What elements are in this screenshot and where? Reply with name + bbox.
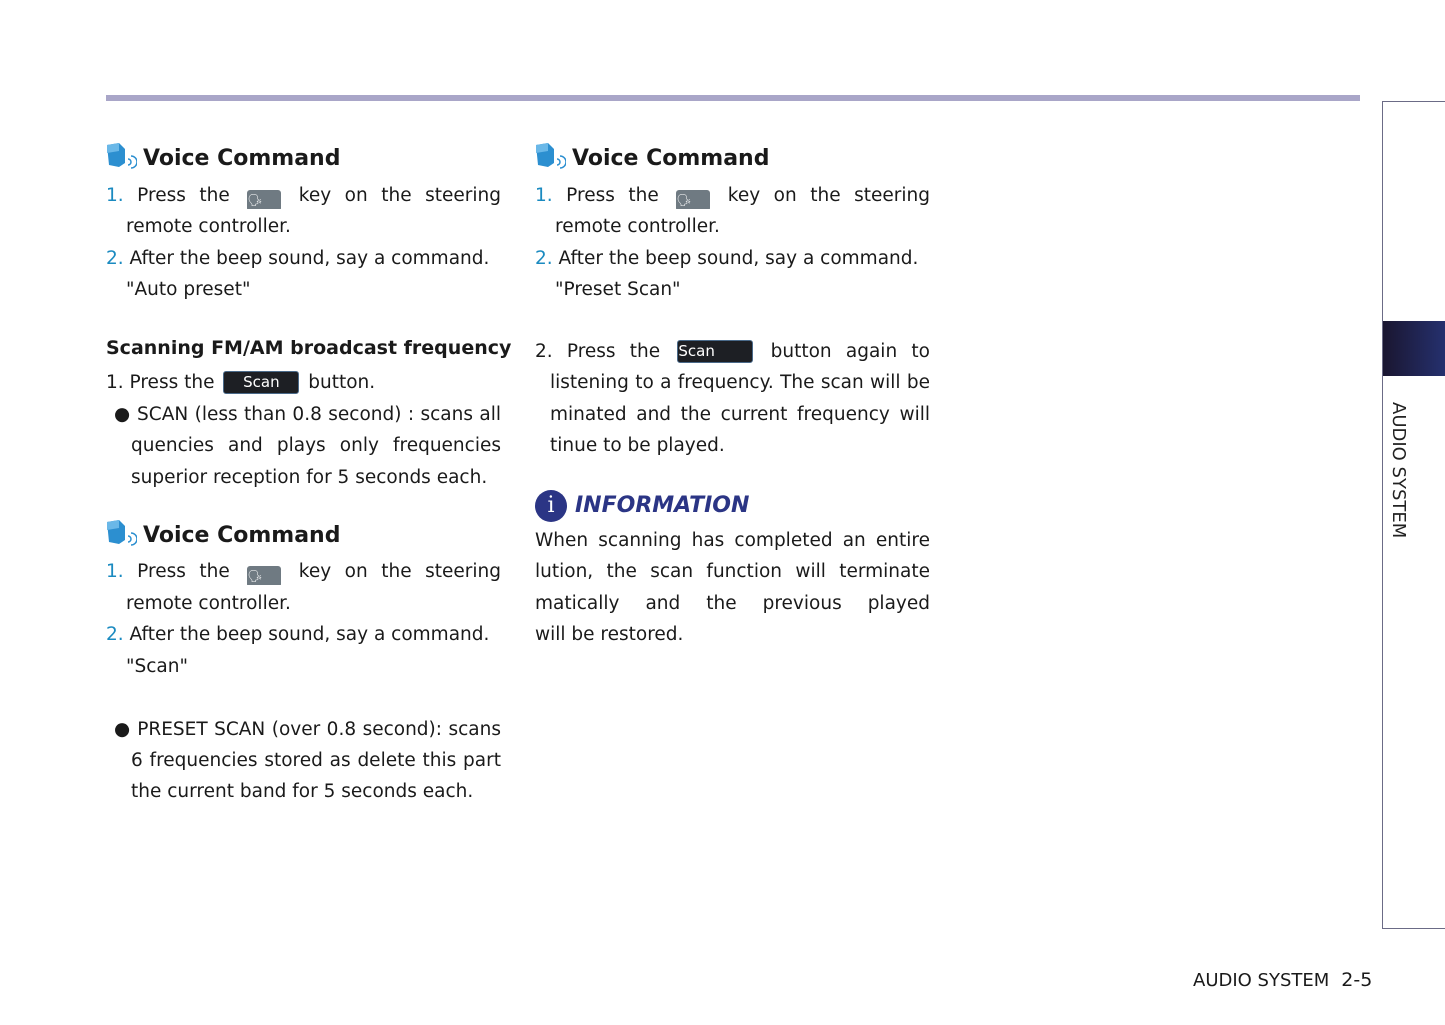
subheading: Scanning FM/AM broadcast frequency <box>106 337 512 359</box>
bullet-preset-scan: ● PRESET SCAN (over 0.8 second): scans <box>114 719 501 740</box>
command-text: "Auto preset" <box>126 279 251 300</box>
scan-step-2-cont: minated and the current frequency will <box>550 404 930 425</box>
voice-command-icon <box>534 141 566 173</box>
step-2: 2. After the beep sound, say a command. <box>106 248 490 269</box>
step-1-cont: remote controller. <box>555 216 720 237</box>
info-text: matically and the previous played <box>535 593 930 614</box>
step-2: 2. After the beep sound, say a command. <box>106 624 490 645</box>
info-text: will be restored. <box>535 624 684 645</box>
section-title: Voice Command <box>143 146 341 171</box>
voice-command-icon <box>105 141 137 173</box>
step-1-cont: remote controller. <box>126 216 291 237</box>
step-1: 1. Press the 🗣 key on the steering <box>106 559 501 585</box>
scan-button-image: Scan <box>677 340 753 363</box>
footer-section: AUDIO SYSTEM <box>1193 970 1330 991</box>
section-title: Voice Command <box>572 146 770 171</box>
page-footer <box>1193 969 1372 991</box>
info-text: lution, the scan function will terminate <box>535 561 930 582</box>
command-text: "Preset Scan" <box>555 279 681 300</box>
scan-step-1: 1. Press the Scan button. <box>106 372 376 393</box>
voice-key-icon: 🗣 <box>247 190 281 209</box>
bullet-preset-scan-cont: the current band for 5 seconds each. <box>131 781 474 802</box>
bullet-scan-cont: quencies and plays only frequencies <box>131 435 501 456</box>
info-title: INFORMATION <box>575 493 750 518</box>
side-tab-label: AUDIO SYSTEM <box>1388 402 1409 539</box>
page-number: 2-5 <box>1341 969 1373 991</box>
step-1-cont: remote controller. <box>126 593 291 614</box>
scan-button-image: Scan <box>223 371 299 394</box>
step-1: 1. Press the 🗣 key on the steering <box>106 183 501 209</box>
info-icon: i <box>535 490 567 522</box>
bullet-scan-cont: superior reception for 5 seconds each. <box>131 467 488 488</box>
voice-key-icon: 🗣 <box>247 566 281 585</box>
scan-step-2-cont: listening to a frequency. The scan will be <box>550 372 930 393</box>
scan-step-2: 2. Press the Scan button again to <box>535 341 930 362</box>
bullet-scan: ● SCAN (less than 0.8 second) : scans all <box>114 404 501 425</box>
info-text: When scanning has completed an entire <box>535 530 930 551</box>
side-tab-marker <box>1383 321 1445 376</box>
command-text: "Scan" <box>126 656 188 677</box>
header-rule <box>106 95 1360 101</box>
section-title: Voice Command <box>143 523 341 548</box>
voice-command-icon <box>105 518 137 550</box>
step-1: 1. Press the 🗣 key on the steering <box>535 183 930 209</box>
scan-step-2-cont: tinue to be played. <box>550 435 725 456</box>
step-2: 2. After the beep sound, say a command. <box>535 248 919 269</box>
voice-key-icon: 🗣 <box>676 190 710 209</box>
bullet-preset-scan-cont: 6 frequencies stored as delete this part <box>131 750 501 771</box>
